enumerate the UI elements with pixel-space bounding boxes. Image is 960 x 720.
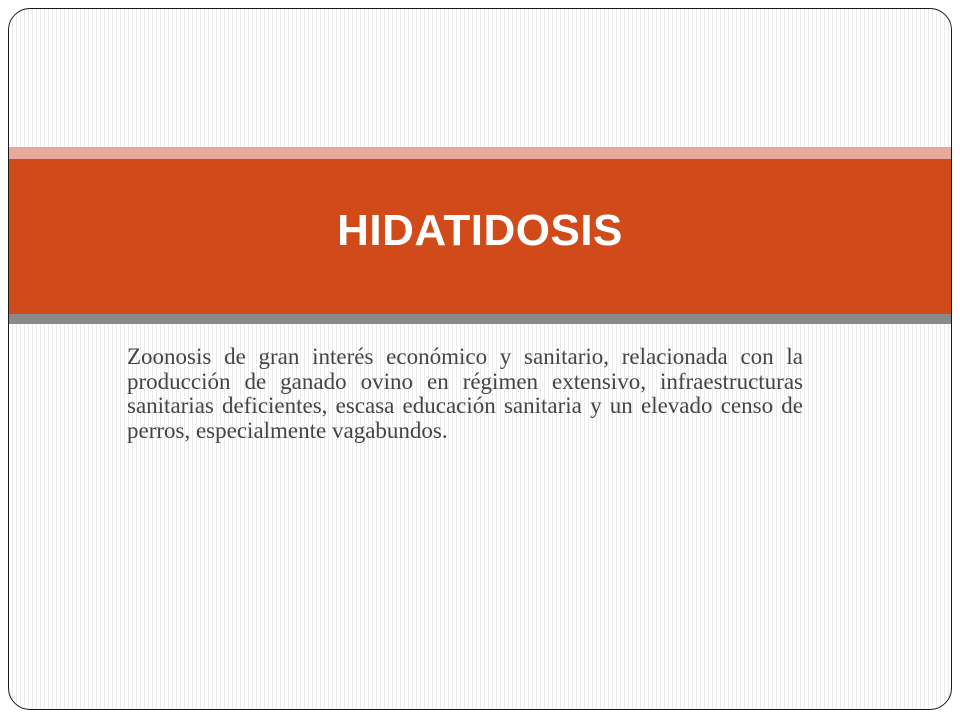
title-band-bottom-stripe xyxy=(9,314,951,324)
title-band-top-stripe xyxy=(9,147,951,159)
slide-title: HIDATIDOSIS xyxy=(337,206,623,255)
slide-body-text: Zoonosis de gran interés económico y sanitario, relacionada con la producción de ganado ovino en régimen extensivo, infraestructuras sanitarias deficientes, escasa educación sanitaria y un elevado censo de perros, especialmente vagabundos. xyxy=(127,344,803,443)
slide-frame xyxy=(8,8,952,710)
